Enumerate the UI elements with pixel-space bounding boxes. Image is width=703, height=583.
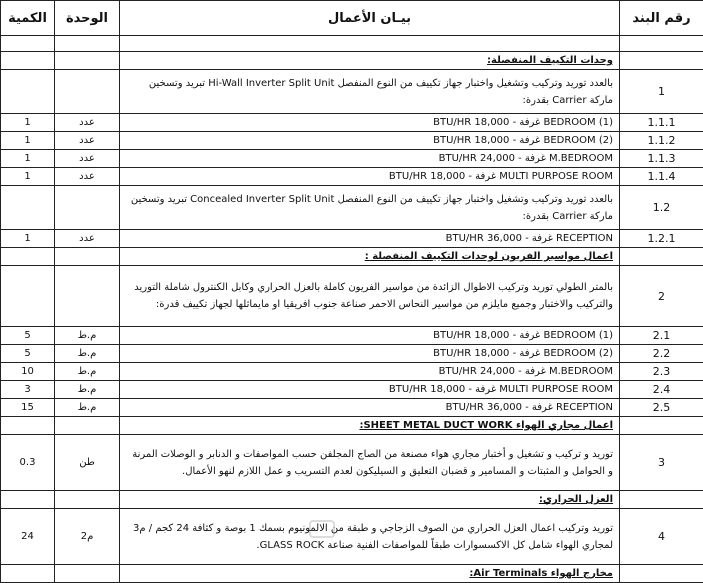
quantity-cell: 1 — [1, 168, 55, 186]
header-unit: الوحدة — [55, 1, 120, 36]
table-row — [1, 363, 703, 381]
header-row — [1, 1, 703, 36]
unit-cell: عدد — [55, 168, 120, 186]
unit-cell: م2 — [55, 509, 120, 565]
item-no-cell: 1.1.4 — [620, 168, 703, 186]
header-description: بيـان الأعمال — [120, 1, 620, 36]
description-cell — [120, 36, 620, 52]
section-title: اعمال مجاري الهواء SHEET METAL DUCT WORK: — [120, 417, 620, 435]
blank-row — [1, 36, 703, 52]
section-row — [1, 491, 703, 509]
unit-cell — [55, 36, 120, 52]
quantity-cell: 5 — [1, 345, 55, 363]
quantity-cell — [1, 565, 55, 583]
unit-cell: عدد — [55, 230, 120, 248]
table-row — [1, 150, 703, 168]
unit-cell: م.ط — [55, 345, 120, 363]
item-no-cell: 2.2 — [620, 345, 703, 363]
item-no-cell: 2 — [620, 266, 703, 327]
table-row — [1, 327, 703, 345]
item-no-cell: 2.1 — [620, 327, 703, 345]
quantity-cell: 10 — [1, 363, 55, 381]
quantity-cell — [1, 186, 55, 230]
quantity-cell — [1, 417, 55, 435]
description-cell: M.BEDROOM غرفة - BTU/HR 24,000 — [120, 150, 620, 168]
quantity-cell: 1 — [1, 114, 55, 132]
description-cell: BEDROOM (1) غرفة - BTU/HR 18,000 — [120, 114, 620, 132]
quantity-cell: 0.3 — [1, 435, 55, 491]
quantity-cell: 1 — [1, 230, 55, 248]
description-cell: BEDROOM (2) غرفة - BTU/HR 18,000 — [120, 132, 620, 150]
quantity-cell: 1 — [1, 150, 55, 168]
unit-cell — [55, 186, 120, 230]
unit-cell: م.ط — [55, 327, 120, 345]
table-row — [1, 266, 703, 327]
unit-cell: م.ط — [55, 381, 120, 399]
unit-cell — [55, 70, 120, 114]
unit-cell: م.ط — [55, 363, 120, 381]
unit-cell — [55, 52, 120, 70]
unit-cell: م.ط — [55, 399, 120, 417]
item-no-cell: 1.1.2 — [620, 132, 703, 150]
table-row — [1, 399, 703, 417]
item-no-cell: 2.4 — [620, 381, 703, 399]
description-cell: بالمتر الطولي توريد وتركيب الاطوال الزائدة من مواسير الفريون كاملة بالعزل الحراري وكابل الكنترول شاملة التوريد والتركيب والاختبار وجميع مايلزم من مواسير النحاس الاحمر صناعة جنوب افريقيا او مايماثلها لجهاز تكييف قدرة: — [120, 266, 620, 327]
item-no-cell: 1 — [620, 70, 703, 114]
description-cell: MULTI PURPOSE ROOM غرفة - BTU/HR 18,000 — [120, 168, 620, 186]
quantity-cell — [1, 52, 55, 70]
quantity-cell — [1, 70, 55, 114]
description-cell: بالعدد توريد وتركيب وتشغيل واختبار جهاز تكييف من النوع المنفصل Hi-Wall Inverter Split Unit تبريد وتسخين ماركة Carrier بقدرة: — [120, 70, 620, 114]
description-cell: RECEPTION غرفة - BTU/HR 36,000 — [120, 230, 620, 248]
item-no-cell: 1.2 — [620, 186, 703, 230]
quantity-cell: 5 — [1, 327, 55, 345]
item-no-cell — [620, 52, 703, 70]
table-row — [1, 345, 703, 363]
description-cell: BEDROOM (2) غرفة - BTU/HR 18,000 — [120, 345, 620, 363]
unit-cell — [55, 417, 120, 435]
unit-cell — [55, 248, 120, 266]
quantity-cell: 1 — [1, 132, 55, 150]
table-row — [1, 114, 703, 132]
header-quantity: الكمية — [1, 1, 55, 36]
table-row — [1, 230, 703, 248]
item-no-cell — [620, 36, 703, 52]
table-row — [1, 132, 703, 150]
item-no-cell: 2.5 — [620, 399, 703, 417]
description-cell: MULTI PURPOSE ROOM غرفة - BTU/HR 18,000 — [120, 381, 620, 399]
quantity-cell: 15 — [1, 399, 55, 417]
table-row — [1, 435, 703, 491]
item-no-cell: 4 — [620, 509, 703, 565]
section-title: مخارج الهواء Air Terminals: — [120, 565, 620, 583]
quantity-cell — [1, 491, 55, 509]
item-no-cell: 1.1.1 — [620, 114, 703, 132]
item-no-cell — [620, 417, 703, 435]
quantity-cell — [1, 248, 55, 266]
unit-cell — [55, 565, 120, 583]
unit-cell — [55, 491, 120, 509]
description-cell: توريد وتركيب اعمال العزل الحراري من الصوف الزجاجي و طبقة من الالمونيوم بسمك 1 بوصة و كثافة 24 كجم / م3 لمجاري الهواء شامل كل الاكسسوارات طبقاً للمواصفات الفنية صناعة GLASS ROCK. — [120, 509, 620, 565]
item-no-cell: 1.2.1 — [620, 230, 703, 248]
item-no-cell: 3 — [620, 435, 703, 491]
section-row — [1, 52, 703, 70]
quantity-cell: 24 — [1, 509, 55, 565]
section-title: وحدات التكييف المنفصلة: — [120, 52, 620, 70]
quantity-cell — [1, 266, 55, 327]
item-no-cell — [620, 491, 703, 509]
description-cell: RECEPTION غرفة - BTU/HR 36,000 — [120, 399, 620, 417]
description-cell: بالعدد توريد وتركيب وتشغيل واختبار جهاز تكييف من النوع المنفصل Concealed Inverter Split Unit تبريد وتسخين ماركة Carrier بقدرة: — [120, 186, 620, 230]
unit-cell: عدد — [55, 114, 120, 132]
description-cell: M.BEDROOM غرفة - BTU/HR 24,000 — [120, 363, 620, 381]
section-row — [1, 417, 703, 435]
item-no-cell: 1.1.3 — [620, 150, 703, 168]
table-row — [1, 509, 703, 565]
quantity-cell: 3 — [1, 381, 55, 399]
unit-cell: طن — [55, 435, 120, 491]
item-no-cell — [620, 248, 703, 266]
unit-cell: عدد — [55, 150, 120, 168]
quantity-cell — [1, 36, 55, 52]
unit-cell: عدد — [55, 132, 120, 150]
section-row — [1, 248, 703, 266]
item-no-cell — [620, 565, 703, 583]
table-row — [1, 186, 703, 230]
table-row — [1, 168, 703, 186]
table-row — [1, 70, 703, 114]
section-title: اعمال مواسير الفريون لوحدات التكييف المنفصلة : — [120, 248, 620, 266]
description-cell: BEDROOM (1) غرفة - BTU/HR 18,000 — [120, 327, 620, 345]
section-title: العزل الحراري: — [120, 491, 620, 509]
table-row — [1, 381, 703, 399]
section-row — [1, 565, 703, 583]
header-item-no: رقم البند — [620, 1, 703, 36]
item-no-cell: 2.3 — [620, 363, 703, 381]
unit-cell — [55, 266, 120, 327]
description-cell: توريد و تركيب و تشغيل و أختبار مجاري هواء مصنعة من الصاج المجلفن حسب المواصفات و الدنابر و الوصلات المرنة و الحوامل و المثبتات و المسامير و قضبان التعليق و السيليكون لعدم التسريب و عمل اللازم لنهو الأعمال. — [120, 435, 620, 491]
